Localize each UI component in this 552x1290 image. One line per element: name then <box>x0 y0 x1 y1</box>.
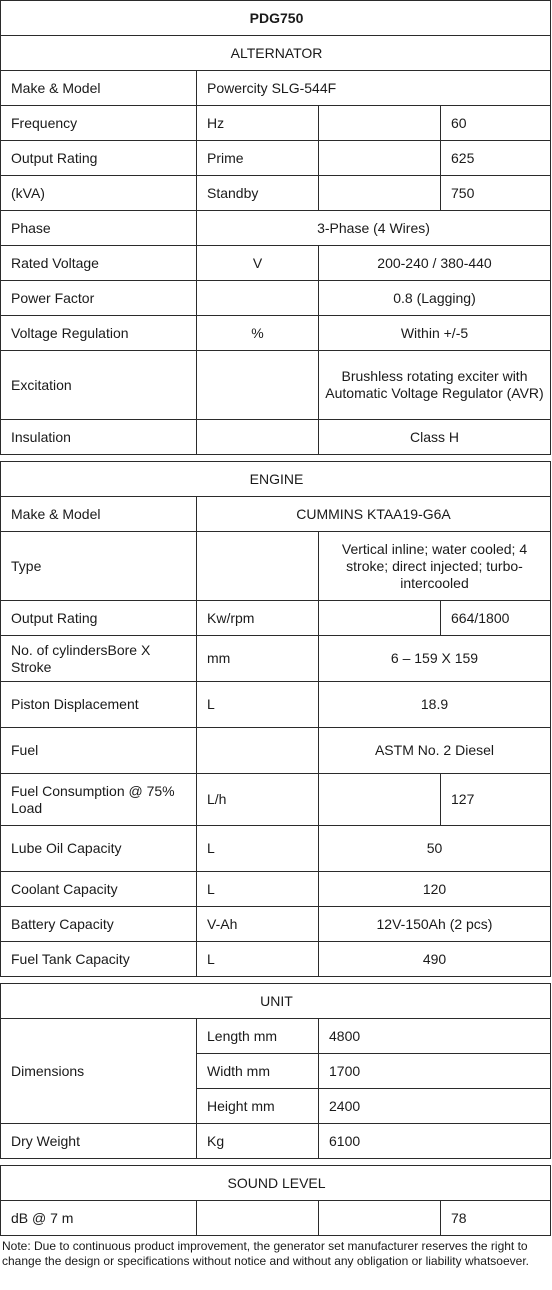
engine-output-unit: Kw/rpm <box>197 601 319 636</box>
empty-cell <box>319 601 441 636</box>
rated-voltage-value: 200-240 / 380-440 <box>319 246 551 281</box>
empty-cell <box>197 281 319 316</box>
engine-output-label: Output Rating <box>1 601 197 636</box>
output-rating-unit: Prime <box>197 141 319 176</box>
phase-value: 3-Phase (4 Wires) <box>197 211 551 246</box>
engine-type-value: Vertical inline; water cooled; 4 stroke; direct injected; turbo-intercooled <box>319 532 551 601</box>
coolant-unit: L <box>197 872 319 907</box>
frequency-unit: Hz <box>197 106 319 141</box>
engine-type-label: Type <box>1 532 197 601</box>
battery-label: Battery Capacity <box>1 907 197 942</box>
phase-label: Phase <box>1 211 197 246</box>
sound-section-title: SOUND LEVEL <box>1 1166 551 1201</box>
displacement-unit: L <box>197 682 319 728</box>
height-label: Height mm <box>197 1089 319 1124</box>
lube-oil-label: Lube Oil Capacity <box>1 826 197 872</box>
displacement-label: Piston Displacement <box>1 682 197 728</box>
dry-weight-unit: Kg <box>197 1124 319 1159</box>
empty-cell <box>197 728 319 774</box>
dry-weight-value: 6100 <box>319 1124 551 1159</box>
voltage-regulation-label: Voltage Regulation <box>1 316 197 351</box>
alternator-section-title: ALTERNATOR <box>1 36 551 71</box>
engine-output-value: 664/1800 <box>441 601 551 636</box>
empty-cell <box>197 1201 319 1236</box>
fuel-label: Fuel <box>1 728 197 774</box>
disclaimer-note: Note: Due to continuous product improvement, the generator set manufacturer reserves the right to change the design or specifications without notice and without any obligation or liability whatsoever. <box>2 1239 529 1268</box>
fuel-consumption-value: 127 <box>441 774 551 826</box>
fuel-tank-value: 490 <box>319 942 551 977</box>
fuel-consumption-unit: L/h <box>197 774 319 826</box>
voltage-regulation-value: Within +/-5 <box>319 316 551 351</box>
cylinders-value: 6 – 159 X 159 <box>319 636 551 682</box>
empty-cell <box>197 420 319 455</box>
empty-cell <box>197 532 319 601</box>
cylinders-label: No. of cylindersBore X Stroke <box>1 636 197 682</box>
coolant-value: 120 <box>319 872 551 907</box>
frequency-label: Frequency <box>1 106 197 141</box>
power-factor-value: 0.8 (Lagging) <box>319 281 551 316</box>
fuel-value: ASTM No. 2 Diesel <box>319 728 551 774</box>
output-rating-label: Output Rating <box>1 141 197 176</box>
coolant-label: Coolant Capacity <box>1 872 197 907</box>
empty-cell <box>319 774 441 826</box>
excitation-label: Excitation <box>1 351 197 420</box>
sound-label: dB @ 7 m <box>1 1201 197 1236</box>
empty-cell <box>319 141 441 176</box>
empty-cell <box>319 1201 441 1236</box>
fuel-tank-unit: L <box>197 942 319 977</box>
voltage-regulation-unit: % <box>197 316 319 351</box>
length-value: 4800 <box>319 1019 551 1054</box>
fuel-consumption-label: Fuel Consumption @ 75% Load <box>1 774 197 826</box>
empty-cell <box>319 106 441 141</box>
kva-unit: Standby <box>197 176 319 211</box>
unit-section-title: UNIT <box>1 984 551 1019</box>
lube-oil-unit: L <box>197 826 319 872</box>
battery-unit: V-Ah <box>197 907 319 942</box>
empty-cell <box>319 176 441 211</box>
width-value: 1700 <box>319 1054 551 1089</box>
engine-make-label: Make & Model <box>1 497 197 532</box>
width-label: Width mm <box>197 1054 319 1089</box>
sound-table <box>0 1165 551 1236</box>
insulation-value: Class H <box>319 420 551 455</box>
dry-weight-label: Dry Weight <box>1 1124 197 1159</box>
engine-section-title: ENGINE <box>1 462 551 497</box>
alt-make-label: Make & Model <box>1 71 197 106</box>
engine-make-value: CUMMINS KTAA19-G6A <box>197 497 551 532</box>
alt-make-value: Powercity SLG-544F <box>197 71 551 106</box>
height-value: 2400 <box>319 1089 551 1124</box>
power-factor-label: Power Factor <box>1 281 197 316</box>
displacement-value: 18.9 <box>319 682 551 728</box>
frequency-value: 60 <box>441 106 551 141</box>
length-label: Length mm <box>197 1019 319 1054</box>
excitation-value: Brushless rotating exciter with Automatic Voltage Regulator (AVR) <box>319 351 551 420</box>
rated-voltage-label: Rated Voltage <box>1 246 197 281</box>
model-title: PDG750 <box>1 1 551 36</box>
kva-label: (kVA) <box>1 176 197 211</box>
output-rating-value: 625 <box>441 141 551 176</box>
cylinders-unit: mm <box>197 636 319 682</box>
insulation-label: Insulation <box>1 420 197 455</box>
sound-value: 78 <box>441 1201 551 1236</box>
kva-value: 750 <box>441 176 551 211</box>
unit-table <box>0 983 551 1159</box>
fuel-tank-label: Fuel Tank Capacity <box>1 942 197 977</box>
empty-cell <box>197 351 319 420</box>
lube-oil-value: 50 <box>319 826 551 872</box>
alternator-table <box>0 0 551 455</box>
rated-voltage-unit: V <box>197 246 319 281</box>
dimensions-label: Dimensions <box>1 1019 197 1124</box>
engine-table <box>0 461 551 977</box>
battery-value: 12V-150Ah (2 pcs) <box>319 907 551 942</box>
